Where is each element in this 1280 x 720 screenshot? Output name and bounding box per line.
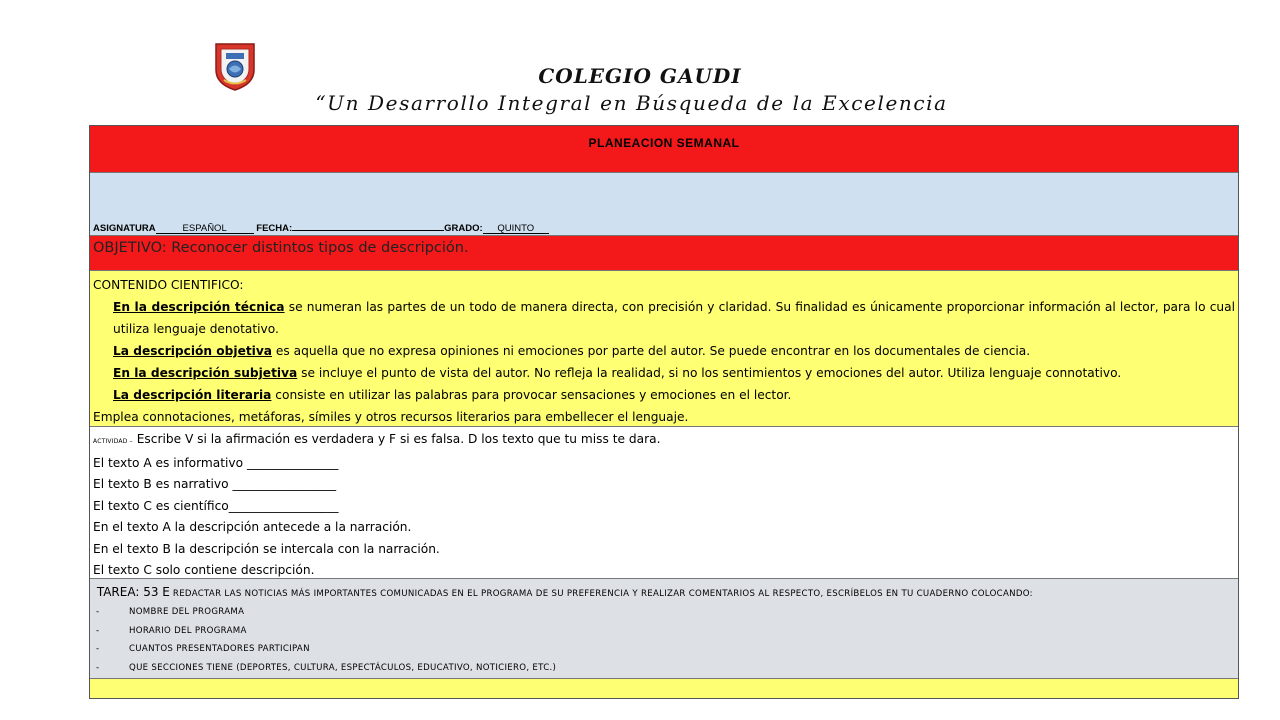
objetiva-text: es aquella que no expresa opiniones ni emociones por parte del autor. Se puede encontrar en los documentales de ciencia. [272,344,1031,358]
objetiva-term: La descripción objetiva [113,344,273,358]
subjetiva-paragraph [93,362,1235,384]
tarea-text: REDACTAR LAS NOTICIAS MÁS IMPORTANTES COMUNICADAS EN EL PROGRAMA DE SU PREFERENCIA Y REALIZAR COMENTARIOS AL RESPECTO, ESCRÍBELOS EN TU CUADERNO COLOCANDO: [169,589,1033,599]
actividad-row [90,427,1238,579]
objetivo-row [90,236,1238,271]
actividad-item: El texto C es científico__________________ [93,498,339,513]
document-header [0,0,1280,125]
tarea-bullet-text: NOMBRE DEL PROGRAMA [129,607,245,617]
tecnica-paragraph [93,296,1235,340]
school-name: COLEGIO GAUDI [538,64,742,88]
fecha-field[interactable] [292,220,444,231]
actividad-label: ACTIVIDAD – [93,438,133,445]
asignatura-field[interactable]: ESPAÑOL [156,223,254,234]
tarea-row [90,579,1238,679]
literaria-text: consiste en utilizar las palabras para provocar sensaciones y emociones en el lector. [271,388,792,402]
footer-row [90,679,1238,699]
fecha-label: FECHA: [256,223,293,234]
actividad-item: El texto B es narrativo _________________ [93,477,337,491]
actividad-heading [93,429,1235,453]
actividad-item: El texto A es informativo _______________ [93,455,339,470]
actividad-item: En el texto B la descripción se intercala con la narración. [93,541,440,556]
objetivo-text: OBJETIVO: Reconocer distintos tipos de descripción. [93,240,469,256]
title-row [90,126,1238,173]
info-row [90,173,1238,236]
tarea-bullet-text: QUE SECCIONES TIENE (DEPORTES, CULTURA, ESPECTÁCULOS, EDUCATIVO, NOTICIERO, ETC.) [129,662,557,673]
subjetiva-term: En la descripción subjetiva [113,366,298,380]
tecnica-text: se numeran las partes de un todo de manera directa, con precisión y claridad. Su finalidad es únicamente proporcionar información al lector, para lo cual utiliza lenguaje denotativo. [113,300,1235,336]
objetiva-paragraph [93,340,1235,362]
sheet-title: PLANEACION SEMANAL [588,136,740,150]
contenido-row [90,271,1238,427]
tarea-bullet: - QUE SECCIONES TIENE (DEPORTES, CULTURA, ESPECTÁCULOS, EDUCATIVO, NOTICIERO, ETC.) [96,662,557,673]
asignatura-label: ASIGNATURA [93,223,156,234]
actividad-item: El texto C solo contiene descripción. [93,563,315,577]
contenido-heading: CONTENIDO CIENTIFICO: [93,278,244,292]
grado-field[interactable]: QUINTO [483,223,549,234]
tecnica-term: En la descripción técnica [113,300,285,314]
contenido-closing: Emplea connotaciones, metáforas, símiles y otros recursos literarios para embellecer el lenguaje. [93,410,689,424]
asignatura-line [93,220,549,234]
actividad-instruction: Escribe V si la afirmación es verdadera y F si es falsa. D los texto que tu miss te dara. [132,432,661,446]
grado-label: GRADO: [444,223,483,234]
literaria-term: La descripción literaria [113,388,272,402]
subjetiva-text: se incluye el punto de vista del autor. No refleja la realidad, si no los sentimientos y emociones del autor. Utiliza lenguaje connotativo. [297,366,1122,380]
tarea-bullet: - HORARIO DEL PROGRAMA [96,625,247,636]
tarea-label: TAREA: 53 E [96,585,170,599]
tarea-bullet: - CUANTOS PRESENTADORES PARTICIPAN [96,644,310,654]
tarea-bullet-text: CUANTOS PRESENTADORES PARTICIPAN [129,644,310,654]
tarea-bullet-text: HORARIO DEL PROGRAMA [129,625,247,636]
actividad-item: En el texto A la descripción antecede a la narración. [93,520,412,534]
literaria-paragraph [93,384,1235,406]
tarea-heading [93,583,1235,603]
tarea-bullet: - NOMBRE DEL PROGRAMA [96,607,245,617]
weekly-plan-sheet [89,125,1239,699]
school-motto: “Un Desarrollo Integral en Búsqueda de la Excelencia [315,91,948,115]
